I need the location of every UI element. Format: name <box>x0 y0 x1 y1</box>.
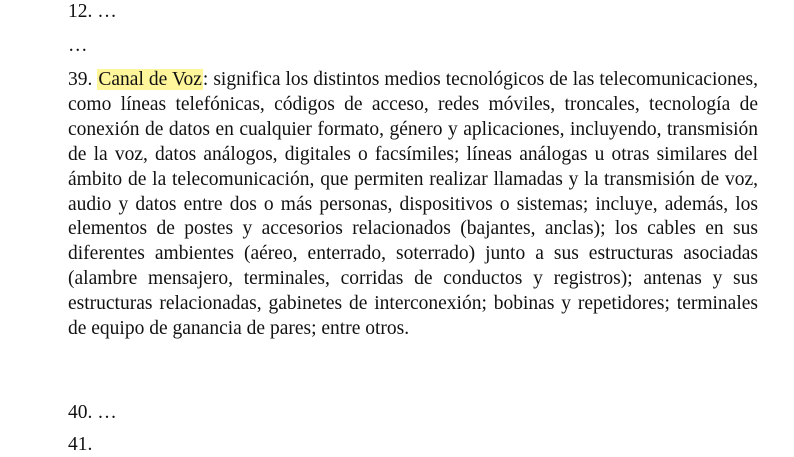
highlighted-term: Canal de Voz <box>98 69 202 90</box>
definition-paragraph-39 <box>68 68 758 342</box>
item-39-number: 39. <box>68 69 93 90</box>
ellipsis-line: … <box>68 35 88 56</box>
item-39-definition: : significa los distintos medios tecnológicos de las telecomunicaciones, como líneas telefónicas, códigos de acceso, redes móviles, troncales, tecnología de conexión de datos en cualquier formato, género y aplicaciones, incluyendo, transmisión de la voz, datos análogos, digitales o facsímiles; líneas análogas u otras similares del ámbito de la telecomunicación, que permiten realizar llamadas y la transmisión de voz, audio y datos entre dos o más personas, dispositivos o sistemas; incluye, además, los elementos de postes y accesorios relacionados (bajantes, anclas); los cables en sus diferentes ambientes (aéreo, enterrado, soterrado) junto a sus estructuras asociadas (alambre mensajero, terminales, corridas de conductos y registros); antenas y sus estructuras relacionadas, gabinetes de interconexión; bobinas y repetidores; terminales de equipo de ganancia de pares; entre otros. <box>68 69 758 340</box>
item-40: 40. … <box>68 402 117 423</box>
item-12: 12. … <box>68 1 117 22</box>
item-41: 41. <box>68 434 93 455</box>
